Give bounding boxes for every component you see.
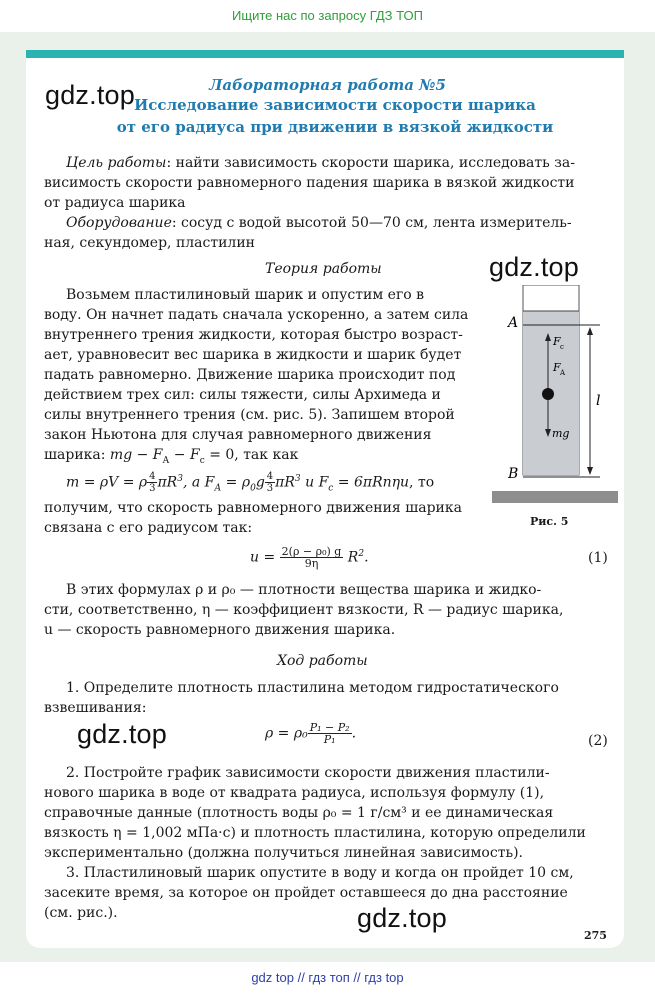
superscript: 3	[177, 473, 183, 484]
label-l: l	[596, 393, 601, 409]
theory-line: закон Ньютона для случая равномерного движения	[44, 427, 432, 443]
label-fa-sub: A	[560, 369, 566, 377]
watermark: gdz.top	[489, 252, 579, 282]
figure-vessel	[490, 285, 620, 510]
figure-caption: Рис. 5	[530, 515, 569, 528]
subscript: А	[214, 483, 222, 494]
formula-part: πR	[275, 474, 295, 491]
watermark: gdz.top	[357, 903, 447, 933]
theory-line: воду. Он начнет падать сначала ускоренно, а затем сила	[44, 307, 469, 323]
mass-formula	[66, 471, 434, 494]
formula-part: , то	[409, 474, 435, 491]
goal-line3: от радиуса шарика	[44, 195, 186, 211]
lab-subtitle-line2: от его радиуса при движении в вязкой жидкости	[116, 118, 554, 136]
step2-line: вязкость η = 1,002 мПа·с) и плотность пластилина, которую определили	[44, 825, 586, 841]
explain-line: В этих формулах ρ и ρ₀ — плотности вещества шарика и жидко-	[66, 582, 542, 598]
theory-after-line: связана с его радиусом так:	[44, 520, 253, 536]
label-mg: mg	[552, 427, 570, 440]
top-banner[interactable]: Ищите нас по запросу ГДЗ ТОП	[0, 0, 655, 32]
fraction	[308, 722, 352, 745]
step3-line: засеките время, за которое он пройдет оставшееся до дна расстояние	[44, 885, 568, 901]
newton-eq: mg − F	[109, 447, 163, 463]
label-fc-sub: c	[560, 343, 564, 351]
theory-after-line: получим, что скорость равномерного движения шарика	[44, 500, 462, 516]
newton-eq: − F	[169, 447, 200, 463]
subscript: c	[199, 455, 205, 466]
formula-part: g	[255, 474, 265, 491]
label-a: A	[508, 315, 519, 331]
step2-line: экспериментально (должна получиться линейная зависимость).	[44, 845, 523, 861]
formula-part: и F	[300, 474, 329, 491]
newton-eq-end: = 0, так как	[204, 447, 299, 463]
ball	[542, 388, 554, 400]
equipment-text: : сосуд с водой высотой 50—70 см, лента измеритель-	[171, 215, 572, 231]
bottom-banner[interactable]: gdz top // гдз топ // гдз top	[0, 962, 655, 994]
step2-line: нового шарика в воде от квадрата радиуса, используя формулу (1),	[44, 785, 545, 801]
step3-line: 3. Пластилиновый шарик опустите в воду и когда он пройдет 10 см,	[66, 865, 574, 881]
subscript: 0	[250, 483, 256, 494]
formula-part: m = ρV = ρ	[66, 474, 148, 491]
denominator: 9η	[304, 557, 319, 570]
denominator: P₁	[323, 733, 336, 746]
equation-number: (1)	[588, 550, 608, 566]
page-number: 275	[584, 929, 607, 942]
step2-line: справочные данные (плотность воды ρ₀ = 1 г/см³ и ее динамическая	[44, 805, 554, 821]
goal-text: : найти зависимость скорости шарика, исследовать за-	[166, 155, 575, 171]
theory-line: внутреннего трения жидкости, которая быстро возраст-	[44, 327, 463, 343]
equation-number: (2)	[588, 733, 608, 749]
formula-part: .	[351, 725, 357, 742]
formula-part: πR	[157, 474, 178, 491]
theory-line: силы внутреннего трения (см. рис. 5). Запишем второй	[44, 407, 455, 423]
watermark: gdz.top	[45, 80, 135, 110]
equation-1: u = $\frac{\text{2(ρ − ρ₀) g}}{9\eta}$ $R^2$.	[250, 545, 369, 570]
label-fa: F	[553, 361, 561, 374]
page-header-bar	[26, 50, 624, 58]
equipment-label: Оборудование	[66, 215, 172, 231]
lab-title: Лабораторная работа №5	[209, 76, 446, 94]
superscript: 3	[294, 473, 301, 484]
formula-part: R	[347, 549, 359, 566]
denominator: 3	[149, 483, 156, 494]
step1-line: взвешивания:	[44, 700, 147, 716]
lab-subtitle-line1: Исследование зависимости скорости шарика	[134, 96, 536, 114]
arrow-head	[587, 327, 593, 335]
watermark: gdz.top	[77, 719, 167, 749]
numerator: 2(ρ − ρ₀) g	[281, 545, 342, 558]
subscript: А	[162, 455, 170, 466]
formula-part: u =	[250, 549, 276, 566]
explain-line: u — скорость равномерного движения шарика.	[44, 622, 396, 638]
formula-part: = 6πRnηu	[333, 474, 410, 491]
arrow-head	[587, 467, 593, 475]
label-fc: F	[553, 335, 561, 348]
work-heading: Ход работы	[277, 653, 368, 669]
step3-line: (см. рис.).	[44, 905, 118, 921]
equation-2	[265, 722, 356, 745]
formula-part: .	[364, 549, 369, 566]
fraction	[265, 471, 275, 494]
step1-line: 1. Определите плотность пластилина методом гидростатического	[66, 680, 559, 696]
numerator: 4	[149, 471, 156, 482]
theory-line: ает, уравновесит вес шарика в жидкости и шарик будет	[44, 347, 462, 363]
explain-line: сти, соответственно, η — коэффициент вязкости, R — радиус шарика,	[44, 602, 564, 618]
theory-line9	[44, 445, 476, 471]
goal-label: Цель работы	[66, 155, 167, 171]
fraction	[147, 471, 157, 494]
equipment-line2: ная, секундомер, пластилин	[44, 235, 255, 251]
subscript: c	[328, 483, 334, 494]
numerator: 4	[266, 471, 274, 482]
theory-line: Возьмем пластилиновый шарик и опустим его в	[66, 287, 425, 303]
theory-text: шарика:	[44, 447, 106, 463]
numerator: P₁ − P₂	[309, 721, 350, 734]
goal-line2: висимость скорости равномерного падения шарика в вязкой жидкости	[44, 175, 575, 191]
label-b: B	[508, 466, 519, 482]
goal-line1	[66, 153, 610, 173]
theory-line: действием трех сил: силы тяжести, силы Архимеда и	[44, 387, 441, 403]
theory-heading: Теория работы	[265, 261, 382, 277]
step2-line: 2. Постройте график зависимости скорости движения пластили-	[66, 765, 550, 781]
formula-part: , а F	[182, 474, 215, 491]
formula-part: = ρ	[221, 474, 251, 491]
denominator: 3	[266, 483, 274, 494]
equipment-line1	[66, 213, 610, 233]
fraction	[280, 546, 344, 569]
table-base	[492, 491, 618, 503]
formula-part: ρ = ρ₀	[265, 725, 308, 742]
theory-line: падать равномерно. Движение шарика происходит под	[44, 367, 456, 383]
